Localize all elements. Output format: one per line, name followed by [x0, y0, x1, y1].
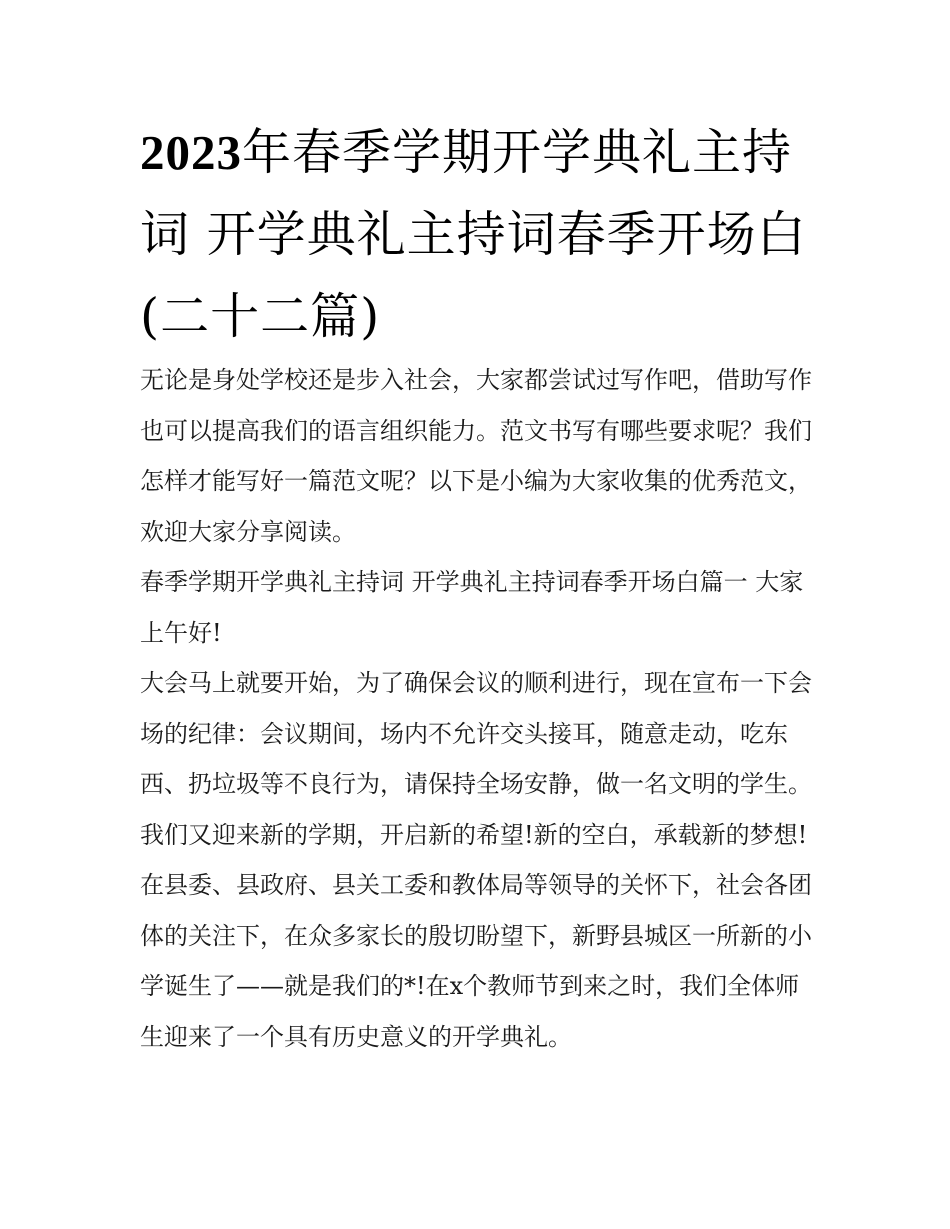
document-body — [140, 355, 820, 1062]
document-title — [140, 112, 820, 358]
paragraph-section-heading: 春季学期开学典礼主持词 开学典礼主持词春季开场白篇一 大家上午好! — [140, 568, 804, 647]
paragraph-new-semester: 我们又迎来新的学期，开启新的希望!新的空白，承载新的梦想!在县委、县政府、县关工委和教体局等领导的关怀下，社会各团体的关注下，在众多家长的殷切盼望下，新野县城区一所新的小学诞生了——就是我们的*!在x个教师节到来之时，我们全体师生迎来了一个具有历史意义的开学典礼。 — [140, 820, 812, 1051]
paragraph-intro: 无论是身处学校还是步入社会，大家都尝试过写作吧，借助写作也可以提高我们的语言组织能力。范文书写有哪些要求呢？我们怎样才能写好一篇范文呢？以下是小编为大家收集的优秀范文，欢迎大家分享阅读。 — [140, 366, 812, 546]
title-year: 2023 — [140, 125, 242, 180]
paragraph-discipline: 大会马上就要开始，为了确保会议的顺利进行，现在宣布一下会场的纪律：会议期间，场内不允许交头接耳，随意走动，吃东西、扔垃圾等不良行为，请保持全场安静，做一名文明的学生。 — [140, 669, 812, 798]
title-text: 年春季学期开学典礼主持词 开学典礼主持词春季开场白(二十二篇) — [140, 124, 807, 345]
